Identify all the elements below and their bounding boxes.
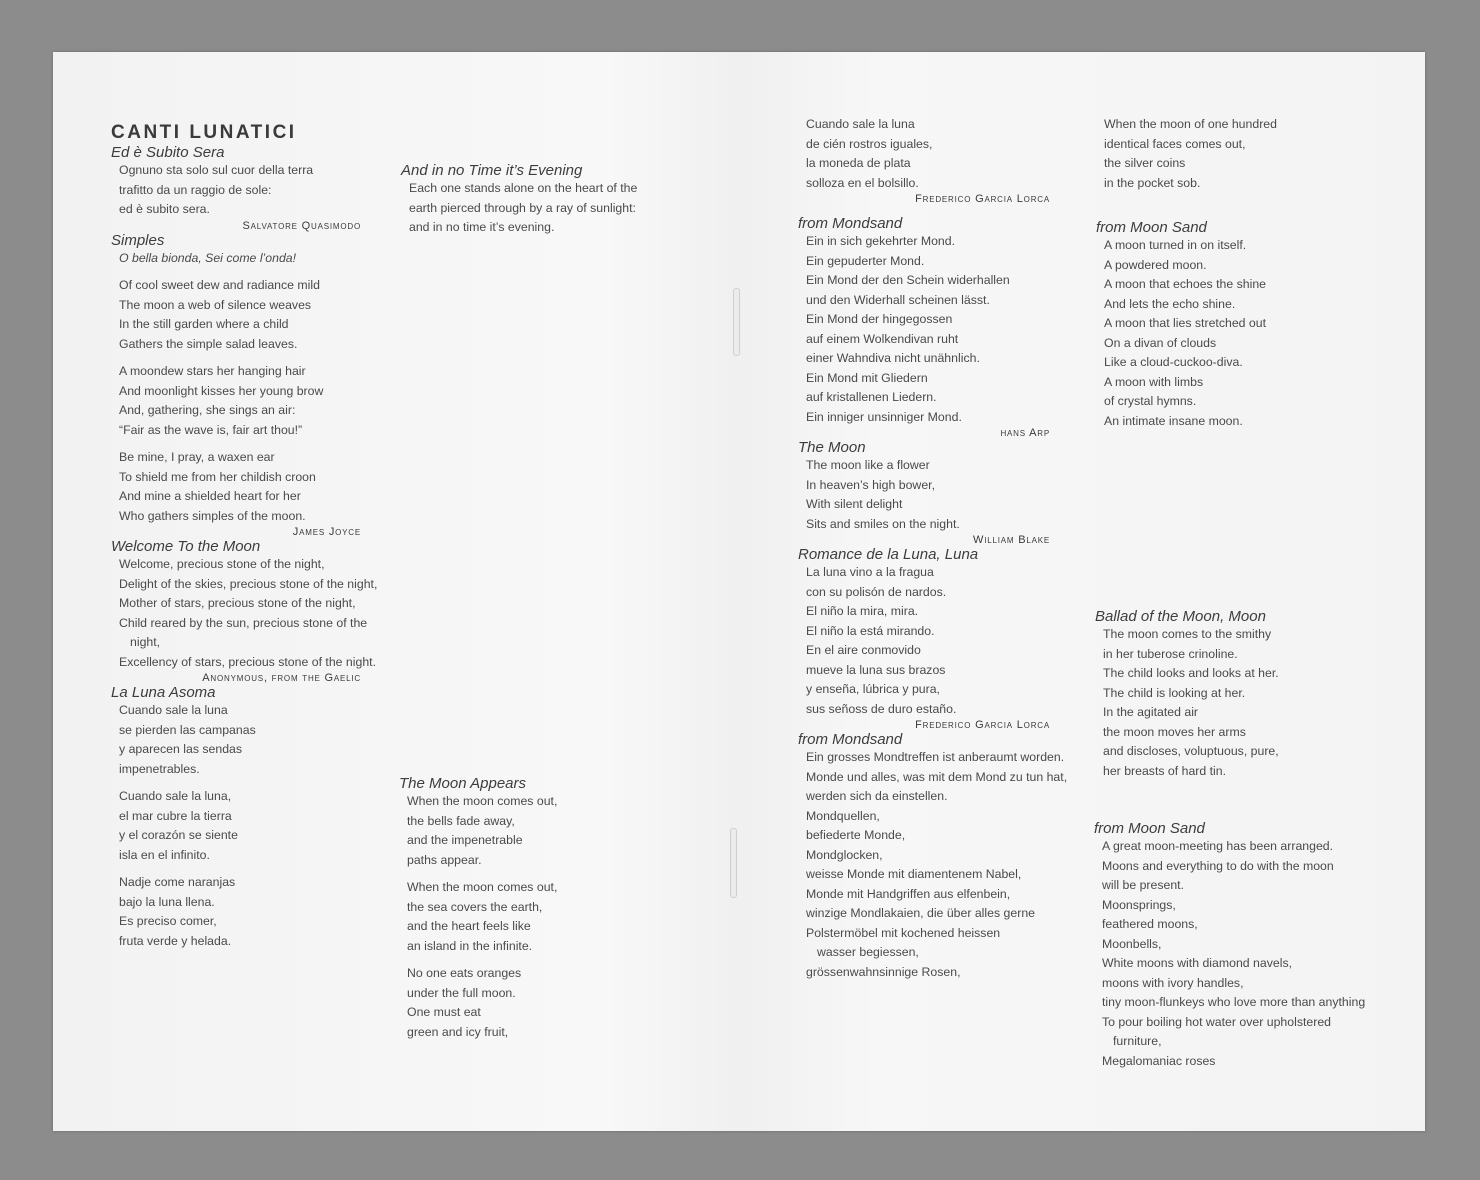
- verse-line: Ein Mond der hingegossen: [806, 312, 953, 326]
- verse-line: And mine a shielded heart for her: [119, 489, 301, 503]
- poem-body: [1096, 236, 1366, 431]
- poem-from-moon-sand-2: [1094, 820, 1374, 1071]
- poem-the-moon-appears: [399, 775, 649, 1042]
- verse-line: Mondglocken,: [806, 847, 883, 862]
- column-4-lower: [1095, 608, 1365, 781]
- verse-line: sus señoss de duro estaño.: [806, 701, 957, 716]
- verse-line: Moonbells,: [1102, 936, 1162, 951]
- verse-line: Megalomaniac roses: [1102, 1053, 1216, 1068]
- column-2: [401, 162, 651, 238]
- poem-title: from Moon Sand: [1096, 219, 1207, 236]
- verse-line: and in no time it’s evening.: [409, 220, 555, 234]
- verse-line: An intimate insane moon.: [1104, 413, 1243, 428]
- verse-line: The moon a web of silence weaves: [119, 297, 312, 312]
- verse-line: weisse Monde mit diamentenem Nabel,: [806, 867, 1022, 881]
- verse-line: A great moon-meeting has been arranged.: [1102, 839, 1334, 853]
- verse-line: an island in the infinite.: [407, 938, 533, 953]
- verse-line: el mar cubre la tierra: [119, 808, 232, 823]
- poem-la-luna-asoma: [111, 684, 361, 951]
- verse-line: In the agitated air: [1103, 705, 1199, 719]
- poem-author: James Joyce: [292, 526, 361, 538]
- poem-author: William Blake: [973, 534, 1050, 546]
- poem-title: The Moon Appears: [399, 775, 527, 792]
- poem-author: Frederico Garcia Lorca: [915, 193, 1050, 205]
- verse-line: The moon like a flower: [806, 458, 930, 472]
- verse-line: identical faces comes out,: [1104, 136, 1246, 151]
- verse-line: Gathers the simple salad leaves.: [119, 336, 298, 351]
- verse-line: y el corazón se siente: [119, 828, 238, 842]
- poem-body: [798, 563, 1050, 719]
- poem-body: [1095, 625, 1365, 781]
- verse-line: To pour boiling hot water over upholstered: [1102, 1014, 1331, 1029]
- poem-body: [798, 115, 1050, 193]
- column-4: [1096, 115, 1366, 431]
- poem-body: [111, 249, 361, 527]
- verse-line: When the moon comes out,: [407, 794, 558, 808]
- verse-line: y aparecen las sendas: [119, 742, 243, 756]
- verse-line: Sits and smiles on the night.: [806, 516, 960, 531]
- verse-line: Who gathers simples of the moon.: [119, 508, 306, 523]
- poem-from-moon-sand-1: [1096, 219, 1366, 431]
- verse-line: A moon turned in on itself.: [1104, 238, 1247, 252]
- verse-line: impenetrables.: [119, 761, 200, 776]
- verse-line: El niño la mira, mira.: [806, 604, 919, 618]
- verse-line: When the moon comes out,: [407, 880, 558, 894]
- poem-title: Ed è Subito Sera: [111, 144, 225, 161]
- poem-body: [798, 748, 1068, 982]
- verse-line: El niño la está mirando.: [806, 623, 935, 638]
- booklet-title: CANTI LUNATICI: [111, 122, 297, 143]
- verse-line: A moon that echoes the shine: [1104, 277, 1267, 291]
- verse-line: the silver coins: [1104, 156, 1186, 170]
- column-1: [111, 122, 378, 951]
- verse-line: Ein Mond mit Gliedern: [806, 370, 928, 385]
- staple-bottom: [730, 828, 737, 898]
- verse-line: moons with ivory handles,: [1102, 975, 1244, 990]
- verse-line: und den Widerhall scheinen lässt.: [806, 292, 990, 307]
- verse-line: En el aire conmovido: [806, 643, 921, 657]
- poem-ed-e-subito-sera: [111, 144, 361, 232]
- verse-line: Mother of stars, precious stone of the night,: [119, 596, 356, 610]
- verse-line: Cuando sale la luna: [119, 703, 228, 717]
- poem-body: [401, 179, 651, 238]
- poem-title: Simples: [111, 231, 165, 249]
- poem-romance-de-la-luna: [798, 546, 1050, 731]
- verse-line: With silent delight: [806, 497, 903, 511]
- poem-body: [798, 232, 1050, 427]
- verse-line: And, gathering, she sings an air:: [119, 403, 296, 417]
- staple-top: [733, 288, 740, 356]
- poem-body: [399, 792, 649, 1042]
- poem-title: And in no Time it’s Evening: [401, 162, 583, 179]
- verse-line: de cién rostros iguales,: [806, 136, 933, 151]
- verse-line: Mondquellen,: [806, 808, 880, 823]
- verse-line: White moons with diamond navels,: [1102, 956, 1293, 970]
- verse-line: Each one stands alone on the heart of the: [409, 181, 638, 195]
- verse-line: auf einem Wolkendivan ruht: [806, 331, 959, 346]
- poem-from-mondsand-1: [798, 215, 1050, 439]
- verse-line: isla en el infinito.: [119, 847, 210, 862]
- verse-line: Ein inniger unsinniger Mond.: [806, 409, 962, 424]
- poem-ballad-of-the-moon: [1095, 608, 1365, 781]
- verse-line: A moon with limbs: [1104, 374, 1204, 389]
- poem-author: Anonymous, from the Gaelic: [202, 672, 361, 684]
- poem-the-moon: [798, 439, 1050, 546]
- verse-line: einer Wahndiva nicht unähnlich.: [806, 351, 980, 365]
- verse-line: Moonsprings,: [1102, 897, 1176, 912]
- poem-author: hans Arp: [1000, 427, 1050, 439]
- poem-title: from Mondsand: [798, 731, 903, 748]
- poem-from-mondsand-2: [798, 731, 1068, 982]
- verse-line: Of cool sweet dew and radiance mild: [119, 278, 320, 292]
- verse-line: of crystal hymns.: [1104, 394, 1197, 408]
- verse-line: se pierden las campanas: [119, 722, 256, 737]
- verse-line: tiny moon-flunkeys who love more than anything: [1102, 995, 1366, 1009]
- verse-line: la moneda de plata: [806, 156, 911, 170]
- verse-line: Ein in sich gekehrter Mond.: [806, 234, 956, 248]
- verse-line: Monde und alles, was mit dem Mond zu tun hat,: [806, 769, 1068, 784]
- verse-line: Polstermöbel mit kochened heissen: [806, 925, 1001, 940]
- verse-line: in the pocket sob.: [1104, 175, 1201, 190]
- verse-line: Cuando sale la luna: [806, 117, 915, 131]
- verse-line: solloza en el bolsillo.: [806, 175, 919, 190]
- verse-line: befiederte Monde,: [806, 828, 906, 842]
- poem-body: [111, 161, 361, 220]
- verse-line: In heaven’s high bower,: [806, 477, 935, 492]
- verse-line: The moon comes to the smithy: [1103, 627, 1272, 641]
- verse-line: under the full moon.: [407, 985, 516, 1000]
- verse-line: Welcome, precious stone of the night,: [119, 557, 325, 571]
- verse-line: Ein grosses Mondtreffen ist anberaumt worden.: [806, 750, 1065, 764]
- verse-line: On a divan of clouds: [1104, 335, 1217, 350]
- poem-simples: [111, 232, 361, 539]
- verse-line: To shield me from her childish croon: [119, 469, 316, 484]
- poem-body: [111, 555, 378, 672]
- verse-line: Es preciso comer,: [119, 914, 217, 928]
- verse-line: Ognuno sta solo sul cuor della terra: [119, 163, 314, 177]
- verse-line: In the still garden where a child: [119, 317, 289, 331]
- verse-line: furniture,: [1113, 1034, 1162, 1048]
- verse-line: earth pierced through by a ray of sunlight:: [409, 200, 636, 215]
- poem-title: Ballad of the Moon, Moon: [1095, 608, 1266, 625]
- verse-line: fruta verde y helada.: [119, 933, 232, 948]
- poem-body: [111, 701, 361, 951]
- verse-line: the moon moves her arms: [1103, 724, 1246, 739]
- poem-title: Welcome To the Moon: [111, 538, 261, 555]
- verse-line: Nadje come naranjas: [119, 875, 236, 889]
- verse-line: Excellency of stars, precious stone of the night.: [119, 654, 377, 669]
- poem-welcome-to-the-moon: [111, 538, 378, 684]
- verse-line: will be present.: [1102, 878, 1185, 892]
- verse-line: grössenwahnsinnige Rosen,: [806, 964, 961, 979]
- poem-author: Frederico Garcia Lorca: [915, 719, 1050, 731]
- verse-line: Ein gepuderter Mond.: [806, 253, 925, 268]
- verse-line: When the moon of one hundred: [1104, 117, 1277, 131]
- poem-title: from Moon Sand: [1094, 820, 1205, 837]
- verse-line: the bells fade away,: [407, 813, 515, 828]
- column-4-bottom: [1094, 820, 1374, 1071]
- poem-body: [1096, 115, 1366, 193]
- verse-line: and the impenetrable: [407, 833, 523, 847]
- verse-line: feathered moons,: [1102, 917, 1198, 931]
- poem-and-in-no-time: [401, 162, 651, 238]
- verse-line: ed è subito sera.: [119, 202, 210, 216]
- verse-line: Child reared by the sun, precious stone of the: [119, 615, 368, 630]
- verse-line: mueve la luna sus brazos: [806, 662, 946, 677]
- verse-line: Be mine, I pray, a waxen ear: [119, 450, 275, 464]
- poem-title: The Moon: [798, 439, 866, 456]
- verse-line: Like a cloud-cuckoo-diva.: [1104, 355, 1243, 369]
- booklet-spread: [53, 52, 1425, 1131]
- verse-line: A moondew stars her hanging hair: [119, 364, 306, 378]
- verse-line: her breasts of hard tin.: [1103, 763, 1227, 778]
- verse-line: night,: [130, 635, 161, 649]
- verse-line: Monde mit Handgriffen aus elfenbein,: [806, 886, 1011, 901]
- column-3: [798, 115, 1068, 982]
- poem-when-the-moon-cont: [1096, 115, 1366, 193]
- verse-line: trafitto da un raggio de sole:: [119, 182, 272, 197]
- verse-line: Cuando sale la luna,: [119, 789, 232, 803]
- verse-line: and the heart feels like: [407, 919, 531, 933]
- verse-line: werden sich da einstellen.: [806, 789, 948, 803]
- verse-line: A powdered moon.: [1104, 257, 1207, 272]
- verse-line: con su polisón de nardos.: [806, 584, 947, 599]
- verse-line: And lets the echo shine.: [1104, 296, 1236, 311]
- poem-body: [1094, 837, 1374, 1071]
- poem-title: Romance de la Luna, Luna: [798, 546, 979, 563]
- poem-cuando-sale-cont: [798, 115, 1050, 205]
- poem-epigraph: O bella bionda, Sei come l’onda!: [119, 250, 297, 265]
- verse-line: wasser begiessen,: [817, 945, 919, 959]
- verse-line: Ein Mond der den Schein widerhallen: [806, 273, 1010, 287]
- verse-line: The child is looking at her.: [1103, 685, 1246, 700]
- poem-title: La Luna Asoma: [111, 684, 216, 701]
- verse-line: Moons and everything to do with the moon: [1102, 858, 1334, 873]
- poem-body: [798, 456, 1050, 534]
- poem-author: Salvatore Quasimodo: [242, 219, 361, 232]
- poem-title: from Mondsand: [798, 215, 903, 232]
- verse-line: y enseña, lúbrica y pura,: [806, 682, 940, 696]
- verse-line: “Fair as the wave is, fair art thou!”: [119, 422, 303, 437]
- verse-line: A moon that lies stretched out: [1104, 316, 1267, 330]
- verse-line: The child looks and looks at her.: [1103, 666, 1279, 680]
- column-2-lower: [399, 775, 649, 1042]
- verse-line: green and icy fruit,: [407, 1024, 509, 1039]
- verse-line: La luna vino a la fragua: [806, 565, 934, 579]
- verse-line: the sea covers the earth,: [407, 899, 543, 914]
- verse-line: auf kristallenen Liedern.: [806, 390, 937, 404]
- verse-line: bajo la luna llena.: [119, 894, 215, 909]
- verse-line: and discloses, voluptuous, pure,: [1103, 744, 1279, 758]
- verse-line: No one eats oranges: [407, 966, 522, 980]
- verse-line: winzige Mondlakaien, die über alles gerne: [806, 906, 1035, 920]
- verse-line: in her tuberose crinoline.: [1103, 646, 1238, 661]
- verse-line: One must eat: [407, 1005, 481, 1019]
- verse-line: And moonlight kisses her young brow: [119, 383, 324, 398]
- verse-line: paths appear.: [407, 852, 482, 867]
- verse-line: Delight of the skies, precious stone of the night,: [119, 576, 378, 591]
